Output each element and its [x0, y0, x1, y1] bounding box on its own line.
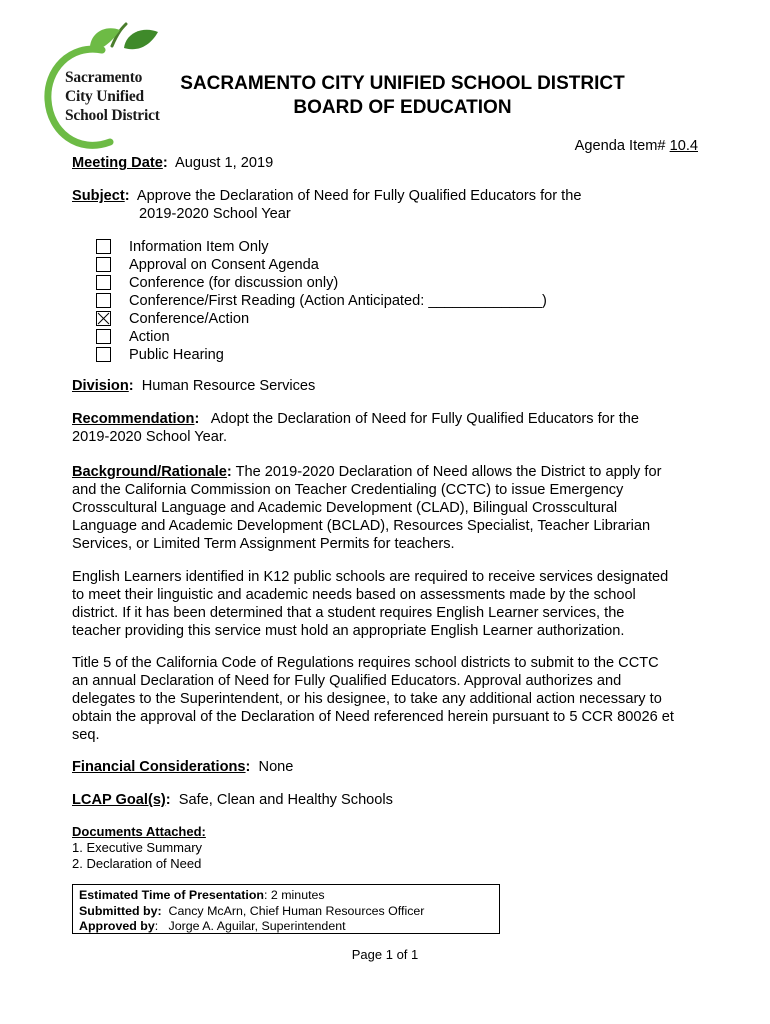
agenda-number: 10.4 [669, 138, 698, 154]
documents-label: Documents Attached: [72, 824, 206, 839]
submitted-by-label: Submitted by: [79, 903, 162, 918]
approved-by-label: Approved by [79, 919, 155, 933]
estimated-time-value: 2 minutes [270, 888, 325, 902]
checked-checkbox[interactable] [96, 311, 111, 326]
agenda-option-label: Information Item Only [129, 239, 269, 255]
agenda-option-label: Public Hearing [129, 347, 224, 363]
logo-line: School District [65, 107, 160, 124]
page-number: Page 1 of 1 [351, 947, 419, 962]
recommendation-line1: Adopt the Declaration of Need for Fully Qualified Educators for the [210, 411, 640, 427]
financial-label: Financial Considerations [72, 759, 246, 775]
agenda-option-label: Conference/First Reading (Action Anticipated: ______________) [129, 293, 547, 309]
submitted-by-value: Cancy McArn, Chief Human Resources Officer [168, 903, 425, 918]
division-label: Division [72, 378, 129, 394]
document-item: 1. Executive Summary [72, 840, 203, 855]
agenda-option-label: Conference (for discussion only) [129, 275, 339, 291]
paragraph-line: seq. [72, 727, 100, 743]
subject-line2: 2019-2020 School Year [139, 206, 291, 222]
estimated-time: Estimated Time of Presentation: 2 minutes [79, 888, 325, 902]
recommendation-label: Recommendation [72, 411, 195, 427]
lcap-label: LCAP Goal(s) [72, 792, 166, 808]
checkbox[interactable] [96, 347, 111, 362]
paragraph-line: obtain the approval of the Declaration of Need referenced herein pursuant to 5 CCR 80026 et [72, 709, 674, 725]
subject-label: Subject [72, 188, 125, 204]
paragraph-line: Title 5 of the California Code of Regulations requires school districts to submit to the CCTC [72, 655, 659, 671]
recommendation: Recommendation: Adopt the Declaration of Need for Fully Qualified Educators for the [72, 411, 640, 427]
division-value: Human Resource Services [141, 378, 316, 394]
checkbox[interactable] [96, 329, 111, 344]
paragraph-line: English Learners identified in K12 public schools are required to receive services designated [72, 569, 669, 585]
lcap-value: Safe, Clean and Healthy Schools [178, 792, 393, 808]
paragraph-line: and the California Commission on Teacher Credentialing (CCTC) to issue Emergency [72, 482, 624, 498]
agenda-option-label: Action [129, 329, 170, 345]
division: Division: Human Resource Services [72, 378, 316, 394]
meeting-date: Meeting Date: August 1, 2019 [72, 155, 274, 171]
document-title: SACRAMENTO CITY UNIFIED SCHOOL DISTRICT [180, 73, 625, 94]
presentation-info-box [72, 884, 500, 934]
document-item: 2. Declaration of Need [72, 856, 202, 871]
checkbox[interactable] [96, 293, 111, 308]
subject: Subject: Approve the Declaration of Need for Fully Qualified Educators for the [72, 188, 582, 204]
district-logo [40, 22, 170, 152]
lcap-goals: LCAP Goal(s): Safe, Clean and Healthy Schools [72, 792, 393, 808]
logo-line: Sacramento [65, 69, 143, 86]
estimated-time-label: Estimated Time of Presentation [79, 888, 264, 902]
paragraph-line: Services, or Limited Term Assignment Permits for teachers. [72, 536, 455, 552]
paragraph-line: Crosscultural Language and Academic Development (CLAD), Bilingual Crosscultural [72, 500, 618, 516]
background-label: Background/Rationale [72, 464, 227, 480]
financial-considerations: Financial Considerations: None [72, 759, 294, 775]
paragraph-line: to meet their linguistic and academic needs based on assessments made by the school [72, 587, 636, 603]
paragraph-line: district. If it has been determined that a student requires English Learner services, the [72, 605, 625, 621]
agenda-option-label: Approval on Consent Agenda [129, 257, 319, 273]
paragraph-line: an annual Declaration of Need for Fully Qualified Educators. Approval authorizes and [72, 673, 622, 689]
checkbox[interactable] [96, 257, 111, 272]
paragraph-line: teacher providing this service must hold an appropriate English Learner authorization. [72, 623, 625, 639]
paragraph-line: delegates to the Superintendent, or his designee, to take any additional action necessary to [72, 691, 662, 707]
recommendation-line2: 2019-2020 School Year. [72, 429, 227, 445]
logo-line: City Unified [65, 88, 144, 105]
checkbox[interactable] [96, 239, 111, 254]
x-mark-icon [97, 312, 110, 325]
financial-value: None [258, 759, 294, 775]
agenda-label: Agenda Item# [574, 138, 666, 154]
background-rationale: Background/Rationale: The 2019-2020 Declaration of Need allows the District to apply for [72, 464, 662, 480]
subject-line1: Approve the Declaration of Need for Fully Qualified Educators for the [136, 188, 582, 204]
meeting-date-label: Meeting Date [72, 155, 163, 171]
checkbox[interactable] [96, 275, 111, 290]
paragraph-line: Language and Academic Development (BCLAD), Resources Specialist, Teacher Librarian [72, 518, 651, 534]
agenda-option-label: Conference/Action [129, 311, 250, 327]
agenda-item [575, 137, 698, 155]
meeting-date-value: August 1, 2019 [175, 155, 274, 171]
approved-by-value: Jorge A. Aguilar, Superintendent [168, 919, 346, 933]
document-subtitle: BOARD OF EDUCATION [293, 97, 512, 118]
approved-by: Approved by: Jorge A. Aguilar, Superintendent [79, 919, 346, 933]
background-line1: The 2019-2020 Declaration of Need allows the District to apply for [235, 464, 662, 480]
submitted-by [79, 904, 493, 920]
